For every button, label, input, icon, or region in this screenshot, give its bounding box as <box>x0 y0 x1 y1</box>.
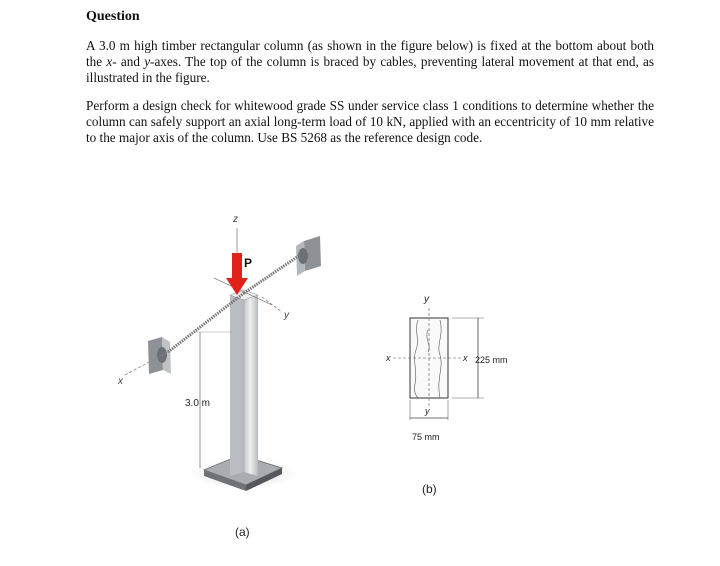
axis-z-label: z <box>233 214 238 225</box>
figure-b-cross-section <box>385 294 508 496</box>
depth-label: 225 mm <box>475 355 508 365</box>
question-heading: Question <box>86 9 140 24</box>
para1-text-c: -axes. The top of the column is braced by cables, preventing lateral movement at that end, as illustrated in the figure. <box>86 54 654 86</box>
axis-x-label: x <box>118 376 123 387</box>
section-axis-y-bottom: y <box>425 406 430 416</box>
question-paragraph-2: Perform a design check for whitewood grade SS under service class 1 conditions to determine whether the column can safely support an axial long-term load of 10 kN, applied with an eccentricity of 10 mm relative to the major axis of the column. Use BS 5268 as the reference design code. <box>86 97 654 146</box>
para1-text-a: A 3.0 m high timber rectangular column (as shown in the figure below) is fixed at the bottom about both the <box>86 38 654 70</box>
section-axis-y-top: y <box>424 294 429 305</box>
load-label: P <box>244 256 253 270</box>
cable-y-direction <box>244 255 300 293</box>
figure-b-caption: (b) <box>422 482 437 496</box>
section-axis-x-right: x <box>463 353 468 363</box>
axis-y-label: y <box>284 310 289 321</box>
section-axis-x-left: x <box>386 353 391 363</box>
height-label: 3.0 m <box>185 398 211 409</box>
para1-text-b: - and <box>112 54 145 70</box>
para1-axis-x: x <box>106 54 113 70</box>
width-label: 75 mm <box>412 432 440 442</box>
left-wall-bracket <box>148 337 171 374</box>
figure-a-column-diagram <box>117 214 321 539</box>
axis-y-line <box>262 297 282 312</box>
figure-a-caption: (a) <box>235 525 250 539</box>
timber-column <box>230 290 258 476</box>
para1-axis-y: y <box>144 54 151 70</box>
right-wall-bracket <box>296 236 321 276</box>
